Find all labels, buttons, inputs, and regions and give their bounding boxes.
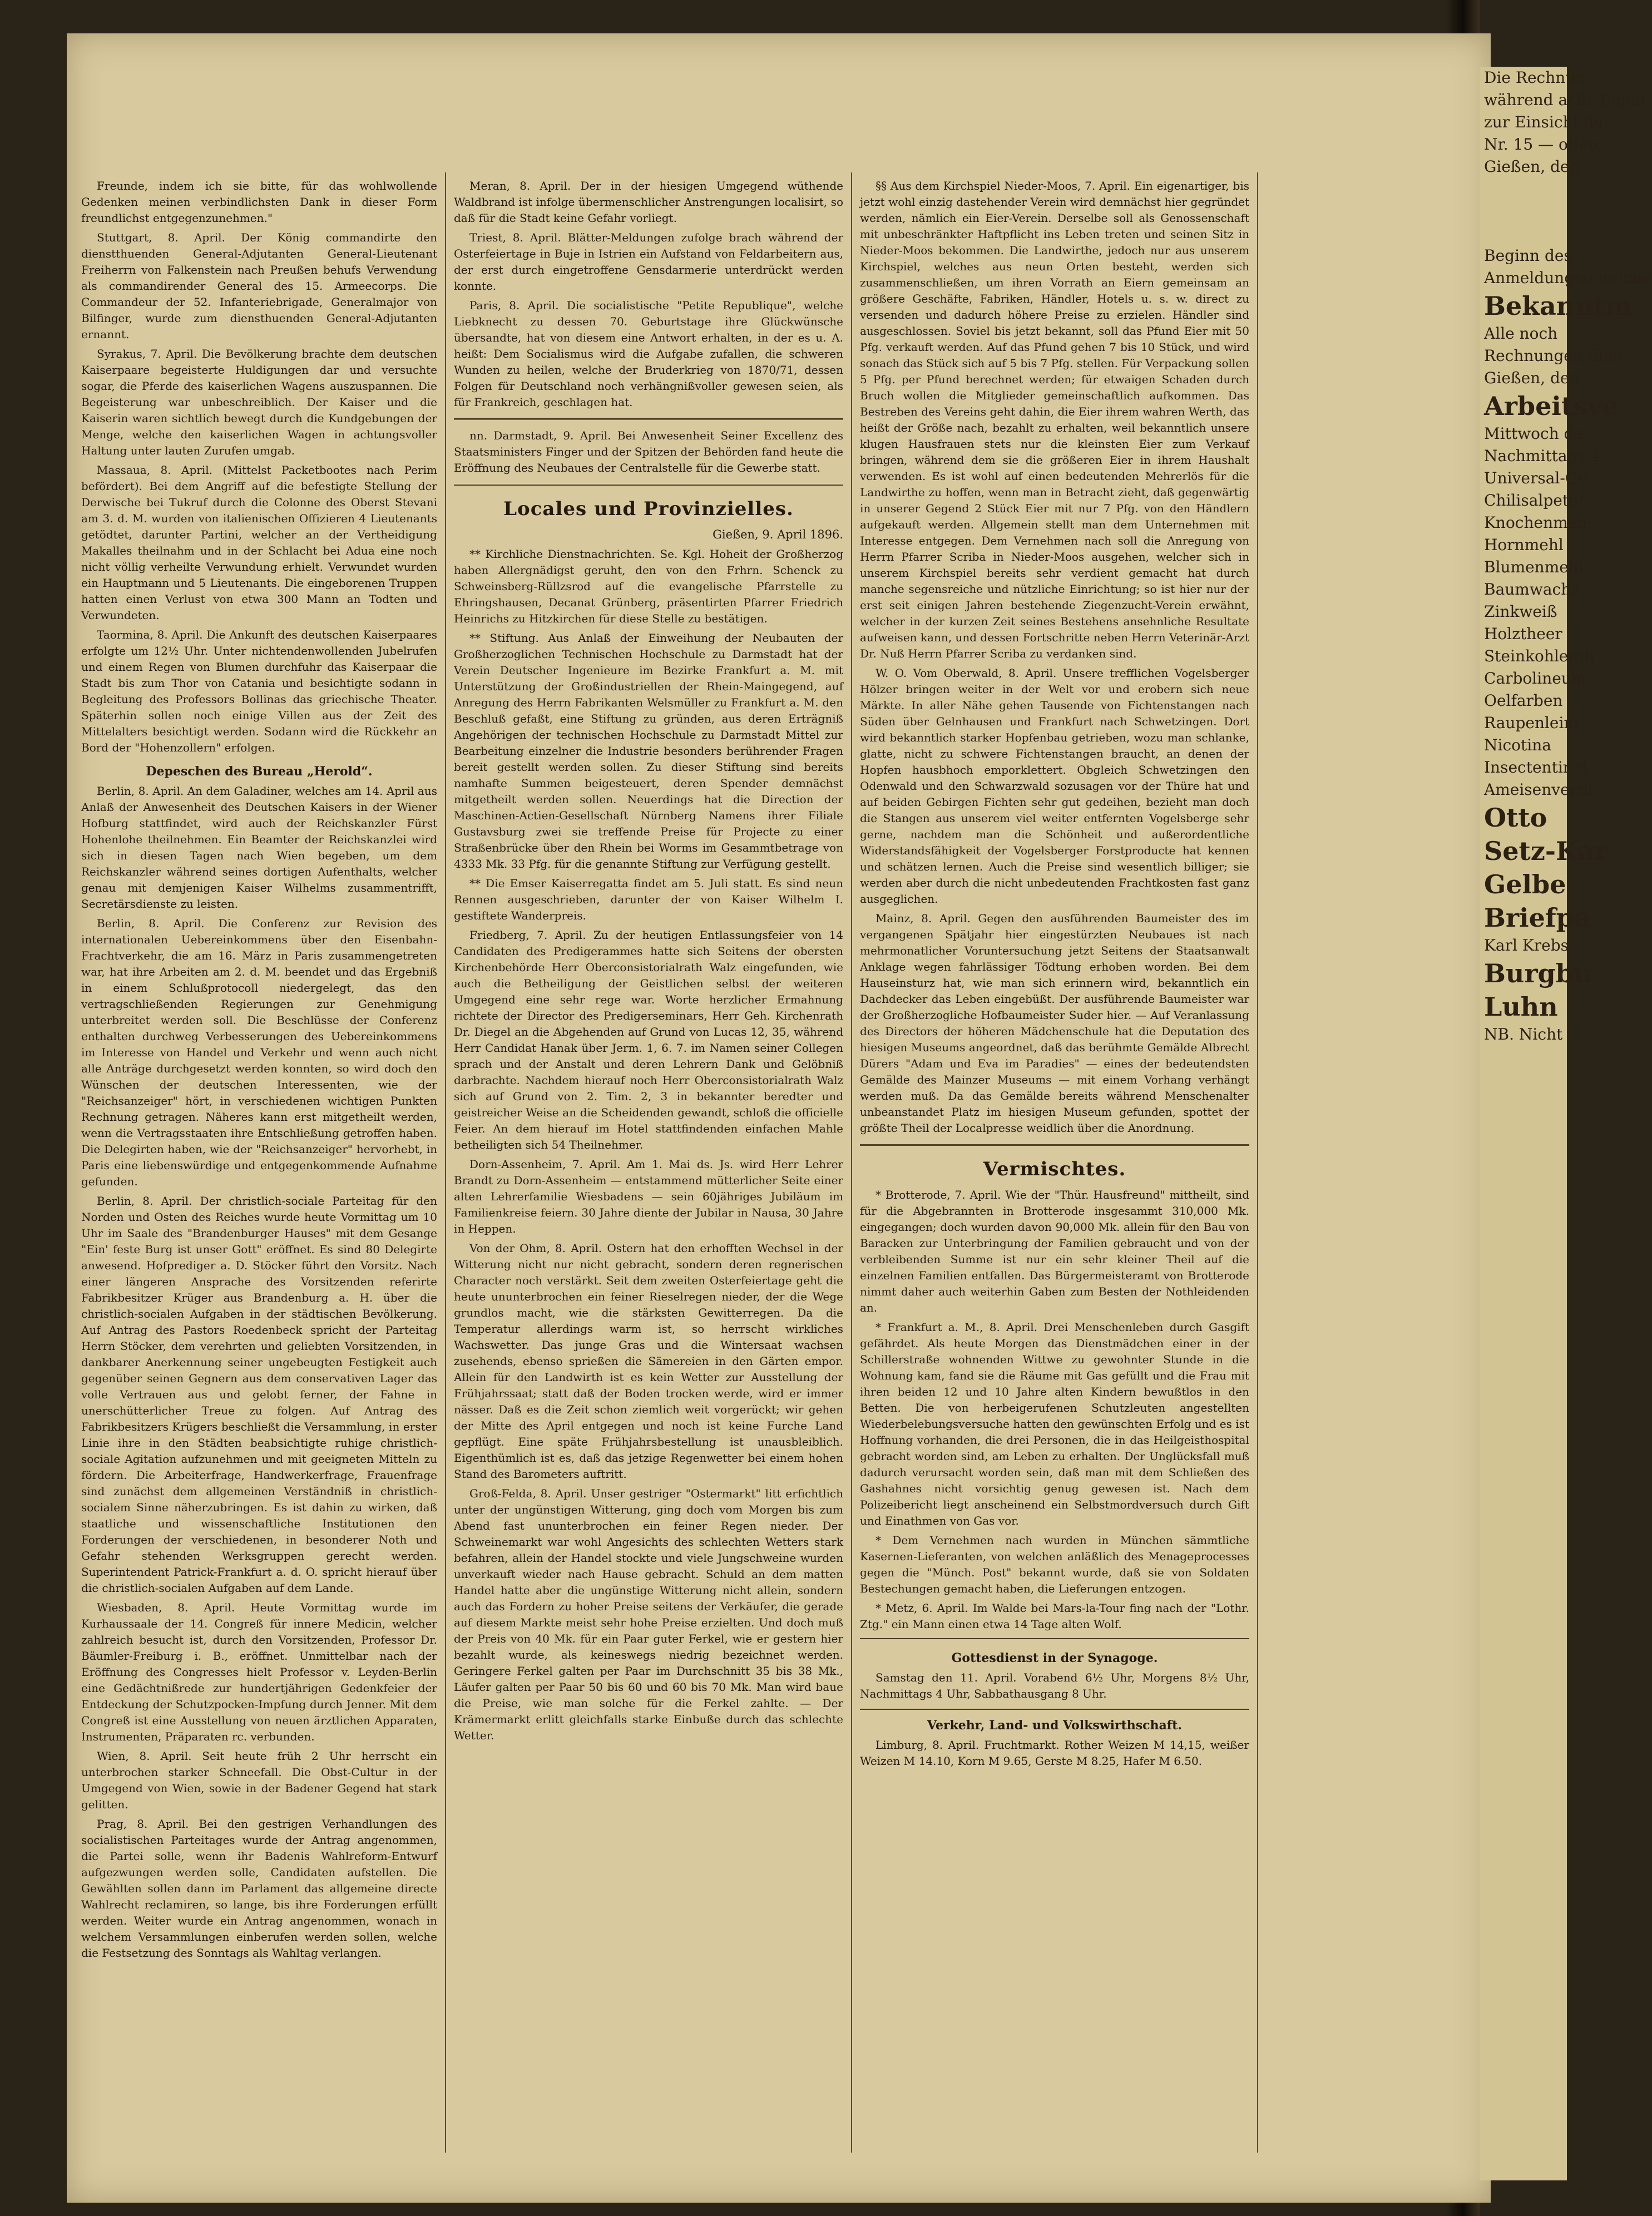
column-rule [1257,172,1258,2153]
fragment-text: Zinkweiß [1484,602,1557,621]
article: Berlin, 8. April. Der christlich-sociale Parteitag für den Norden und Osten des Reiches wurde heute Vormittag um 10 Uhr im Saale des "Brandenburger Hauses" mit dem Gesange "Ein' feste Burg ist unser Gott" eröffnet. Es sind 80 Delegirte anwesend. Hofprediger a. D. Stöcker führt den Vorsitz. Nach einer längeren Ansprache des Vorsitzenden referirte Fabrikbesitzer Krüger aus Brandenburg a. H. über die christlich-socialen Aufgaben in der städtischen Bevölkerung. Auf Antrag des Pastors Roedenbeck spricht der Parteitag Herrn Stöcker, dem verehrten und geliebten Vorsitzenden, in dankbarer Anerkennung seiner ungebeugten Festigkeit auch gegenüber seinen Gegnern aus dem conservativen Lager das volle Vertrauen aus und gelobt ferner, der Fahne in unerschütterlicher Treue zu folgen. Auf Antrag des Fabrikbesitzers Krügers beschließt die Versammlung, in erster Linie ihre in den Städten beabsichtigte ruhige christlich-sociale Agitation aufzunehmen und mit geeigneten Mitteln zu fördern. Die Arbeiterfrage, Handwerkerfrage, Frauenfrage sind zunächst dem allgemeinen Verständniß in christlich-socialem Sinne näherzubringen. Es ist dahin zu wirken, daß staatliche und wissenschaftliche Institutionen den Forderungen der verschiedenen, in besonderer Noth und Gefahr stehenden Werksgruppen gerecht werden. Superintendent Patrick-Frankfurt a. d. O. spricht hierauf über die christlich-socialen Aufgaben auf dem Lande. [81,1194,437,1595]
market-report: Limburg, 8. April. Fruchtmarkt. Rother Weizen M 14,15, weißer Weizen M 14.10, Korn M 9.65, Gerste M 8.25, Hafer M 6.50. [860,1738,1249,1768]
article: Wiesbaden, 8. April. Heute Vormittag wurde im Kurhaussaale der 14. Congreß für innere Medicin, welcher zahlreich besucht ist, durch den Vorsitzenden, Professor Dr. Bäumler-Freiburg i. B., eröffnet. Unmittelbar nach der Eröffnung des Congresses hielt Professor v. Leyden-Berlin eine Gedächtnißrede zur hundertjährigen Gedenkfeier der Entdeckung der Schutzpocken-Impfung durch Jenner. Mit dem Congreß ist eine Ausstellung von neuen ärztlichen Apparaten, Instrumenten, Präparaten rc. verbunden. [81,1601,437,1743]
fragment-text: Universal-Ge [1484,469,1587,487]
fragment-text: Die Rechnun [1484,68,1586,87]
section-heading: Vermischtes. [983,1158,1126,1180]
article: Freunde, indem ich sie bitte, für das wohlwollende Gedenken meinen verbindlichsten Dank in dieser Form freundlichst entgegenzunehmen." [81,179,437,225]
article: * Metz, 6. April. Im Walde bei Mars-la-Tour fing nach der "Lothr. Ztg." ein Mann einen etwa 14 Tage alten Wolf. [860,1601,1249,1631]
article: nn. Darmstadt, 9. April. Bei Anwesenheit Seiner Excellenz des Staatsministers Finger und der Spitzen der Behörden fand heute die Eröffnung des Neubaues der Centralstelle für die Gewerbe statt. [454,429,843,474]
fragment-text: Hornmehl [1484,536,1564,554]
section-heading: Depeschen des Bureau „Herold“. [146,764,373,779]
divider [454,484,843,486]
divider [860,1144,1249,1146]
article: Paris, 8. April. Die socialistische "Petite Republique", welche Liebknecht zu dessen 70. Geburtstage ihre Glückwünsche übersandte, hat von diesem eine Antwort erhalten, in der es u. A. heißt: Dem Socialismus wird die Aufgabe zufallen, die schweren Wunden zu heilen, welche der Bruderkrieg von 1870/71, dessen Folgen für Deutschland noch verhängnißvoller gewesen seien, als für Frankreich, geschlagen hat. [454,299,843,409]
fragment-text: Anmeldungen nehme [1484,269,1652,287]
fragment-text: Insectentinct [1484,758,1588,776]
article: Wien, 8. April. Seit heute früh 2 Uhr herrscht ein unterbrochen starker Schneefall. Die Obst-Cultur in der Umgegend von Wien, sowie in der Badener Gegend hat stark gelitten. [81,1749,437,1811]
fragment-text: Ameisenvertil [1484,780,1594,799]
article: * Brotterode, 7. April. Wie der "Thür. Hausfreund" mittheilt, sind für die Abgebrannten in Brotterode insgesammt 310,000 Mk. eingegangen; doch wurden davon 90,000 Mk. allein für den Bau von Baracken zur Unterbringung der Familien gebraucht und von der verbleibenden Summe ist nur ein sehr kleiner Theil auf die einzelnen Familien entfallen. Das Bürgermeisteramt von Brotterode nimmt daher auch weiterhin Gaben zum Besten der Nothleidenden an. [860,1188,1249,1314]
fragment-heading: Burgbu [1484,958,1592,988]
schedule-text: Samstag den 11. April. Vorabend 6½ Uhr, Morgens 8½ Uhr, Nachmittags 4 Uhr, Sabbathausgang 8 Uhr. [860,1671,1249,1700]
fragment-text: Beginn des [1484,246,1572,265]
column-rule [851,172,852,2153]
fragment-text: Nicotina [1484,736,1551,754]
adjacent-page-fragment [1480,67,1652,2180]
article: Groß-Felda, 8. April. Unser gestriger "Ostermarkt" litt erfichtlich unter der ungünstigen Witterung, ging doch vom Morgen bis zum Abend fast ununterbrochen ein feiner Regen nieder. Der Schweinemarkt war wohl Angesichts des schlechten Wetters stark befahren, allein der Handel stockte und viele Jungschweine wurden unverkauft wieder nach Hause gebracht. Schuld an dem matten Handel hatte aber die ungünstige Witterung nicht allein, sondern auch das Fordern zu hoher Preise seitens der Verkäufer, die gerade auf diesem Markte meist sehr hohe Preise erzielten. Und doch muß der Preis von 40 Mk. für ein Paar guter Ferkel, wie er gestern hier bezahlt wurde, als keineswegs niedrig bezeichnet werden. Geringere Ferkel galten per Paar im Durchschnitt 35 bis 38 Mk., Läufer galten per Paar 50 bis 60 und 60 bis 70 Mk. Man wird baue die Preise, wie man solche für die Ferkel zahlte. — Der Krämermarkt erlitt gleichfalls starke Einbuße durch das schlechte Wetter. [454,1487,843,1742]
fragment-text: Blumenmehl [1484,558,1584,576]
fragment-heading: Setz-Kar [1484,836,1608,866]
fragment-text: Oelfarben [1484,691,1563,710]
article: Mainz, 8. April. Gegen den ausführenden Baumeister des im vergangenen Spätjahr hier eingestürzten Neubaues ist nach mehrmonatlicher Voruntersuchung jetzt Seitens der Staatsanwalt Anklage wegen fahrlässiger Tödtung erhoben worden. Bei dem Hauseinsturz hat, wie man sich erinnern wird, bekanntlich ein Dachdecker das Leben eingebüßt. Der ausführende Baumeister war der Großherzogliche Hofbaumeister Suder hier. — Auf Veranlassung des Directors der höheren Mädchenschule hat die Deputation des hiesigen Museums angeordnet, daß das berühmte Gemälde Albrecht Dürers "Adam und Eva im Paradies" — eines der bedeutendsten Gemälde des Mainzer Museums — mit einem Vorhang verhängt werden muß. Da das Gemälde bereits während Menschenalter unbeanstandet Platz im hiesigen Museum gefunden, spottet der größte Theil der Localpresse weidlich über die Anordnung. [860,912,1249,1135]
fragment-text: Nr. 15 — offen [1484,135,1599,154]
fragment-text: zur Einsicht der [1484,113,1611,131]
section-heading: Gottesdienst in der Synagoge. [951,1651,1158,1665]
fragment-heading: Gelbe [1484,869,1566,899]
fragment-text: Holztheer [1484,625,1562,643]
fragment-text: Mittwoch de [1484,424,1584,443]
article: ** Stiftung. Aus Anlaß der Einweihung der Neubauten der Großherzoglichen Technischen Hochschule zu Darmstadt hat der Verein Deutscher Ingenieure im Bezirke Frankfurt a. M. mit Unterstützung der Großindustriellen der Rhein-Maingegend, auf Anregung des Herrn Fabrikanten Welsmüller zu Frankfurt a. M. den Beschluß gefaßt, eine Stiftung zu gründen, aus deren Erträgniß Angehörigen der technischen Hochschule zu Darmstadt Mittel zur Bearbeitung einzelner die Industrie besonders berührender Fragen bereit gestellt werden sollen. Zu dieser Stiftung sind bereits namhafte Summen beigesteuert, deren Spender demnächst mitgetheilt werden sollen. Neuerdings hat die Direction der Maschinen-Actien-Gesellschaft Nürnberg Namens ihrer Filiale Gustavsburg zwei sie treffende Preise für Projecte zu einer Straßenbrücke über den Rhein bei Worms im Gesammtbetrage von 4333 Mk. 33 Pfg. für die genannte Stiftung zur Verfügung gestellt. [454,631,843,870]
fragment-text: Gießen, den [1484,369,1580,387]
article: Berlin, 8. April. An dem Galadiner, welches am 14. April aus Anlaß der Anwesenheit des Deutschen Kaisers in der Wiener Hofburg stattfindet, wird auch der Reichskanzler Fürst Hohenlohe theilnehmen. Ein Beamter der Reichskanzlei wird sich in diesen Tagen nach Wien begeben, um dem Reichskanzler während seines dortigen Aufenthalts, welcher genau mit demjenigen Kaiser Wilhelms zusammentrifft, Secretärsdienste zu leisten. [81,784,437,911]
fragment-text: Carbolineum [1484,669,1586,687]
fragment-text: Alle noch [1484,324,1558,343]
article: §§ Aus dem Kirchspiel Nieder-Moos, 7. April. Ein eigenartiger, bis jetzt wohl einzig dastehender Verein wird demnächst hier gegründet werden, nämlich ein Eier-Verein. Derselbe soll als Genossenschaft mit unbeschränkter Haftpflicht ins Leben treten und seinen Sitz in Nieder-Moos bekommen. Die Landwirthe, jedoch nur aus unserem Kirchspiel, welches aus neun Orten besteht, werden sich zusammenschließen, um ihren Vorrath an Eiern gemeinsam an größere Geschäfte, Fabriken, Händler, Hotels u. s. w. direct zu versenden und dadurch höhere Preise zu erzielen. Händler sind ausgeschlossen. Soviel bis jetzt bekannt, soll das Pfund Eier mit 50 Pfg. verkauft werden. Auf das Pfund gehen 7 bis 10 Stück, und wird sonach das Stück sich auf 5 bis 7 Pfg. stellen. Für Verpackung sollen 5 Pfg. per Pfund berechnet werden; für etwaigen Schaden durch Bruch wollen die Mitglieder gemeinschaftlich aufkommen. Das Bestreben des Vereins geht dahin, die Eier ihrem wahren Werth, das heißt der Größe nach, bezahlt zu erhalten, weil bekanntlich unsere klugen Hausfrauen stets nur die kleinsten Eier zum Verkauf bringen, während dem sie die größeren Eier in ihrem Haushalt verwenden. Es ist wohl auf einen bedeutenden Mehrerlös für die Landwirthe zu hoffen, wenn man in Betracht zieht, daß gegenwärtig in unserer Gegend 2 Stück Eier mit nur 7 Pfg. von den Händlern aufgekauft werden. Allgemein stellt man dem Unternehmen mit Interesse entgegen. Dem Vernehmen nach soll die Anregung von Herrn Pfarrer Scriba in Nieder-Moos ausgehen, welcher sich in unserem Kirchspiel bereits sehr verdient gemacht hat durch manche segensreiche und nützliche Einrichtung; so ist hier nur der erst seit einigen Jahren bestehende Ziegenzucht-Verein erwähnt, welcher in der kurzen Zeit seines Bestehens ansehnliche Resultate aufweisen kann, und dessen Fortschritte neben Herrn Veterinär-Arzt Dr. Nuß Herrn Pfarrer Scriba zu verdanken sind. [860,179,1249,660]
article: Triest, 8. April. Blätter-Meldungen zufolge brach während der Osterfeiertage in Buje in Istrien ein Aufstand von Feldarbeitern aus, der erst durch eingetroffene Gensdarmerie unterdrückt werden konnte. [454,231,843,293]
fragment-text: Gießen, den [1484,157,1580,176]
column-3 [860,178,1249,2180]
article: Von der Ohm, 8. April. Ostern hat den erhofften Wechsel in der Witterung nicht nur nicht gebracht, sondern deren regnerischen Character noch verstärkt. Seit dem zweiten Osterfeiertage geht die heute ununterbrochen ein feiner Rieselregen nieder, der die Wege grundlos macht, wie die stärksten Gewitterregen. Da die Temperatur allerdings warm ist, so herrscht wirkliches Wachswetter. Das junge Gras und die Wintersaat wachsen zusehends, ebenso sprießen die Sämereien in den Gärten empor. Allein für den Landwirth ist es kein Wetter zur Ausstellung der Frühjahrssaat; statt daß der Boden trocken werde, wird er immer nässer. Daß es die Zeit schon ziemlich weit vorgerückt; wir gehen der Mitte des April entgegen und noch ist keine Furche Land gepflügt. Eine späte Frühjahrsbestellung ist unausbleiblich. Eigenthümlich ist es, daß das jetzige Regenwetter bei einem hohen Stand des Barometers auftritt. [454,1241,843,1481]
column-1 [81,178,437,2180]
column-rule [445,172,446,2153]
article: Prag, 8. April. Bei den gestrigen Verhandlungen des socialistischen Parteitages wurde der Antrag angenommen, die Partei solle, wenn ihr Badenis Wahlreform-Entwurf aufgezwungen werden solle, Candidaten aufstellen. Die Gewählten sollen dann im Parlament das allgemeine directe Wahlrecht reclamiren, so lange, bis ihre Forderungen erfüllt werden. Weiter wurde ein Antrag angenommen, wonach in welchem Versammlungen einberufen werden sollen, welche die Festsetzung des Sonntags als Wahltag verlangen. [81,1817,437,1960]
divider [454,418,843,420]
article: Massaua, 8. April. (Mittelst Packetbootes nach Perim befördert). Bei dem Angriff auf die befestigte Stellung der Derwische bei Tukruf durch die Colonne des Oberst Stevani am 3. d. M. wurden von italienischen Offizieren 4 Lieutenants getödtet, darunter Partini, welcher an der Vertheidigung Makalles theilnahm und in der Schlacht bei Adua eine noch nicht völlig verheilte Verwundung erhielt. Verwundet wurden ein Hauptmann und 5 Lieutenants. Die eingeborenen Truppen hatten einen Verlust von etwa 300 Mann an Todten und Verwundeten. [81,463,437,622]
fragment-heading: Otto [1484,803,1547,833]
section-heading: Locales und Provinzielles. [503,498,794,520]
column-2 [454,178,843,2180]
article: * Frankfurt a. M., 8. April. Drei Menschenleben durch Gasgift gefährdet. Als heute Morgen das Dienstmädchen einer in der Schillerstraße wohnenden Wittwe zu gewohnter Stunde in die Wohnung kam, fand sie die Räume mit Gas gefüllt und die Frau mit ihren beiden 12 und 10 Jahre alten Kindern bewußtlos in den Betten. Die von herbeigerufenen Schutzleuten angestellten Wiederbelebungsversuche hatten den gewünschten Erfolg und es ist Hoffnung vorhanden, die drei Personen, die in das Heilgeisthospital gebracht worden sind, am Leben zu erhalten. Der Unglücksfall muß dadurch verursacht worden sein, daß man mit dem Schließen des Gashahnes nicht vorsichtig genug gewesen ist. Nach dem Polizeibericht liegt anscheinend ein Selbstmordversuch durch Gift und Einathmen von Gas vor. [860,1320,1249,1527]
fragment-text: Raupenleim [1484,714,1579,732]
ad-column-fragment [1266,178,1483,2180]
fragment-text: Nachmittags 4 [1484,447,1600,465]
newspaper-page [67,33,1491,2203]
fragment-heading: Bekanntm [1484,291,1633,321]
synagogue-box [860,1638,1249,1710]
fragment-text: Chilisalpeter [1484,491,1586,510]
fragment-text: Karl Krebs [1484,936,1569,954]
dateline: Gießen, 9. April 1896. [713,528,843,541]
fragment-text: Baumwachs [1484,580,1579,598]
fragment-heading: Briefpa [1484,903,1591,933]
fragment-text: während acht Tagen [1484,91,1645,109]
article: Berlin, 8. April. Die Conferenz zur Revision des internationalen Uebereinkommens über den Eisenbahn-Frachtverkehr, die am 16. März in Paris zusammengetreten war, hat ihre Arbeiten am 2. d. M. beendet und das Ergebniß in einem Schlußprotocoll niedergelegt, das den vertragschließenden Regierungen zur Genehmigung unterbreitet werden soll. Die Beschlüsse der Conferenz enthalten durchweg Verbesserungen des Uebereinkommens im Interesse von Handel und Verkehr und wenn auch nicht alle Anträge durchgesetzt werden konnten, so wird doch den Wünschen der deutschen Interessenten, wie der "Reichsanzeiger" hört, in verschiedenen wichtigen Punkten Rechnung getragen. Näheres kann erst mitgetheilt werden, wenn die Vertragsstaaten ihre Entschließung getroffen haben. Die Delegirten haben, wie der "Reichsanzeiger" hervorhebt, in Paris eine liebenswürdige und entgegenkommende Aufnahme gefunden. [81,917,437,1188]
section-heading: Verkehr, Land- und Volkswirthschaft. [927,1718,1183,1733]
article: Taormina, 8. April. Die Ankunft des deutschen Kaiserpaares erfolgte um 12½ Uhr. Unter nichtendenwollenden Jubelrufen und einem Regen von Blumen durchfuhr das Kaiserpaar die Stadt bis zum Thor von Catania und besichtigte sodann in Begleitung des Professors Bollinas das griechische Theater. Späterhin sollen noch einige Villen aus der Zeit des Mittelalters besichtigt werden. Sodann wird die Rückkehr an Bord der "Hohenzollern" erfolgen. [81,628,437,754]
fragment-text: Knochenmehl [1484,513,1592,532]
article: Dorn-Assenheim, 7. April. Am 1. Mai ds. Js. wird Herr Lehrer Brandt zu Dorn-Assenheim — entstammend mütterlicher Seite einer alten Lehrerfamilie Wiesbadens — sein 60jähriges Jubiläum im Familienkreise feiern. 30 Jahre diente der Jubilar in Nausa, 30 Jahre in Heppen. [454,1158,843,1235]
fragment-text: Steinkohlenth [1484,647,1595,665]
article: ** Kirchliche Dienstnachrichten. Se. Kgl. Hoheit der Großherzog haben Allergnädigst geruht, den von den Frhrn. Schenck zu Schweinsberg-Rüllzsrod auf die evangelische Pfarrstelle zu Ehringshausen, Decanat Grünberg, präsentirten Pfarrer Friedrich Heinrichs zu Hitzkirchen für diese Stelle zu bestätigen. [454,547,843,625]
article: Meran, 8. April. Der in der hiesigen Umgegend wüthende Waldbrand ist infolge übermenschlicher Anstrengungen localisirt, so daß für die Stadt keine Gefahr vorliegt. [454,179,843,225]
article: Syrakus, 7. April. Die Bevölkerung brachte dem deutschen Kaiserpaare begeisterte Huldigungen dar und versuchte sogar, die Pferde des kaiserlichen Wagens auszuspannen. Die Begeisterung war unbeschreiblich. Der Kaiser und die Kaiserin waren sichtlich bewegt durch die Kundgebungen der Menge, welche den kaiserlichen Wagen in achtungsvoller Haltung unter lauten Zurufen umgab. [81,347,437,457]
article: Friedberg, 7. April. Zu der heutigen Entlassungsfeier von 14 Candidaten des Predigerammes hatte sich Seitens der obersten Kirchenbehörde Herr Oberconsistorialrath Walz eingefunden, wie auch die Betheiligung der Geistlichen selbst der weiteren Umgegend eine sehr rege war. Worte herzlicher Ermahnung richtete der Director des Predigerseminars, Herr Geh. Kirchenrath Dr. Diegel an die Abgehenden auf Grund von Lucas 12, 35, während Herr Candidat Hanak über Jerm. 1, 6. 7. im Namen seiner Collegen sprach und der Anstalt und deren Lehrern Dank und Gelöbniß darbrachte. Nachdem hierauf noch Herr Oberconsistorialrath Walz sich auf Grund von 2. Tim. 2, 3 in bekannter beredter und geistreicher Weise an die Scheidenden gewandt, schloß die officielle Feier. An dem hierauf im Hotel stattfindenden einfachen Mahle betheiligten sich 54 Theilnehmer. [454,928,843,1151]
article: Stuttgart, 8. April. Der König commandirte den dienstthuenden General-Adjutanten General-Lieutenant Freiherrn von Falkenstein nach Preußen behufs Verwendung als commandirender General des 15. Armeecorps. Die Commandeur der 52. Infanteriebrigade, Generalmajor von Bilfinger, wurde zum diensthuenden General-Adjutanten ernannt. [81,231,437,341]
article: ** Die Emser Kaiserregatta findet am 5. Juli statt. Es sind neun Rennen ausgeschrieben, darunter der von Kaiser Wilhelm I. gestiftete Wanderpreis. [454,877,843,922]
fragment-text: NB. Nicht [1484,1025,1563,1043]
article: * Dem Vernehmen nach wurden in München sämmtliche Kasernen-Lieferanten, von welchen anläßlich des Menageprocesses gegen die "Münch. Post" bekannt wurde, daß sie von Soldaten Bestechungen gemacht haben, die Lieferungen entzogen. [860,1534,1249,1595]
fragment-heading: Luhn [1484,992,1558,1022]
article: W. O. Vom Oberwald, 8. April. Unsere trefflichen Vogelsberger Hölzer bringen weiter in der Welt vor und erobern sich neue Märkte. In aller Nähe gehen Tausende von Fichtenstangen nach Süden über Gelnhausen und Frankfurt nach Schwetzingen. Dort wird bekanntlich starker Hopfenbau getrieben, wozu man schlanke, glatte, nicht zu schwere Fichtenstangen braucht, an denen der Hopfen hausbhoch emporklettert. Obgleich Schwetzingen den Odenwald und den Schwarzwald sozusagen vor der Thüre hat und auf beiden Gebirgen Fichten sehr gut gedeihen, bezieht man doch die Stangen aus unserem viel weiter entfernten Vogelsberge sehr gerne, nachdem man die Schönheit und außerordentliche Widerstandsfähigkeit der Vogelsberger Forstproducte hat kennen und schätzen lernen. Auch die Preise sind wesentlich billiger; sie werden aber durch die nicht unbedeutenden Frachtkosten fast ganz ausgeglichen. [860,666,1249,906]
fragment-heading: Arbeitsve [1484,391,1619,421]
fragment-text: Rechnungen über [1484,347,1625,365]
